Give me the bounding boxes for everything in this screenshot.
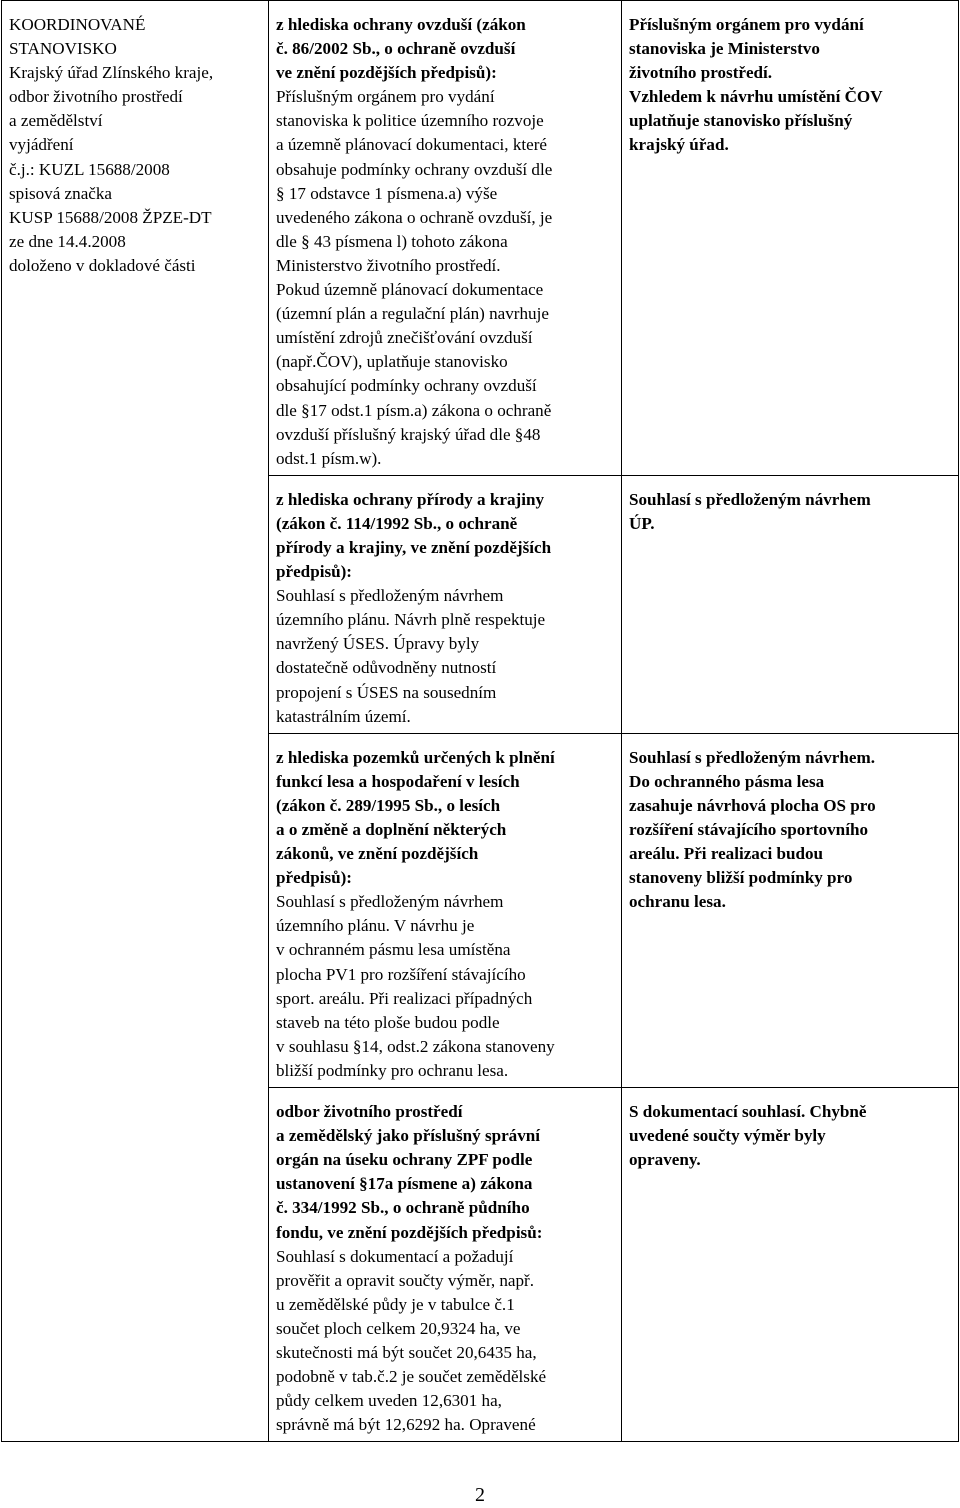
left-line: a zemědělství <box>9 111 103 131</box>
requirement-heading-line: odbor životního prostředí <box>276 1102 463 1122</box>
requirement-body-line: (např.ČOV), uplatňuje stanovisko <box>276 352 508 372</box>
requirement-heading-line: a zemědělský jako příslušný správní <box>276 1126 541 1146</box>
requirement-body-line: podobně v tab.č.2 je součet zemědělské <box>276 1367 547 1387</box>
requirement-body-line: plocha PV1 pro rozšíření stávajícího <box>276 964 526 984</box>
requirement-body-line: dle § 43 písmena l) tohoto zákona <box>276 231 508 251</box>
requirement-body-line: (územní plán a regulační plán) navrhuje <box>276 304 549 324</box>
response-line: krajský úřad. <box>629 135 729 155</box>
requirement-body-line: Příslušným orgánem pro vydání <box>276 87 495 107</box>
left-line: KUSP 15688/2008 ŽPZE-DT <box>9 207 212 227</box>
requirement-body-line: skutečnosti má být součet 20,6435 ha, <box>276 1342 537 1362</box>
left-line: KOORDINOVANÉ <box>9 15 146 34</box>
requirement-heading-line: z hlediska pozemků určených k plnění <box>276 747 555 767</box>
response-line: životního prostředí. <box>629 63 773 83</box>
requirement-body-line: ovzduší příslušný krajský úřad dle §48 <box>276 424 541 444</box>
requirement-heading-line: ve znění pozdějších předpisů): <box>276 63 497 83</box>
requirement-body-line: obsahuje podmínky ochrany ovzduší dle <box>276 159 553 179</box>
requirement-body-line: umístění zdrojů znečišťování ovzduší <box>276 328 533 348</box>
left-line: vyjádření <box>9 135 74 155</box>
left-line: spisová značka <box>9 183 112 203</box>
requirement-body-line: § 17 odstavce 1 písmena.a) výše <box>276 183 498 203</box>
requirement-body-line: správně má být 12,6292 ha. Opravené <box>276 1415 536 1435</box>
response-line: Vzhledem k návrhu umístění ČOV <box>629 87 883 107</box>
requirement-body-line: Souhlasí s předloženým návrhem <box>276 586 504 606</box>
requirement-heading-line: přírody a krajiny, ve znění pozdějších <box>276 537 552 557</box>
table-row-air-protection <box>2 1 959 476</box>
requirement-body-line: územního plánu. Návrh plně respektuje <box>276 610 546 630</box>
left-line: doloženo v dokladové části <box>9 255 196 275</box>
requirement-body-line: odst.1 písm.w). <box>276 448 382 468</box>
requirement-body-line: Souhlasí s dokumentací a požadují <box>276 1246 514 1266</box>
response-line: stanoveny bližší podmínky pro <box>629 868 853 888</box>
requirement-body-line: územního plánu. V návrhu je <box>276 916 475 936</box>
requirement-body-line: součet ploch celkem 20,9324 ha, ve <box>276 1318 521 1338</box>
requirement-heading-line: fondu, ve znění pozdějších předpisů: <box>276 1222 543 1242</box>
requirement-heading-line: a o změně a doplnění některých <box>276 820 507 839</box>
response-line: stanoviska je Ministerstvo <box>629 39 820 59</box>
requirement-body-line: obsahující podmínky ochrany ovzduší <box>276 376 537 396</box>
requirement-heading-line: (zákon č. 289/1995 Sb., o lesích <box>276 795 501 815</box>
response-line: ochranu lesa. <box>629 892 726 912</box>
agricultural-land-requirement-cell <box>269 1088 622 1442</box>
air-protection-requirement-cell <box>269 1 622 476</box>
requirement-heading-line: č. 86/2002 Sb., o ochraně ovzduší <box>276 39 516 59</box>
requirement-heading-line: předpisů): <box>276 562 352 582</box>
requirement-heading-line: zákonů, ve znění pozdějších <box>276 844 479 864</box>
response-line: uplatňuje stanovisko příslušný <box>629 111 853 131</box>
left-line: Krajský úřad Zlínského kraje, <box>9 63 214 83</box>
requirement-heading-line: předpisů): <box>276 868 352 888</box>
nature-protection-requirement-cell <box>269 475 622 733</box>
requirement-body-line: dle §17 odst.1 písm.a) zákona o ochraně <box>276 400 552 420</box>
requirement-body-line: sport. areálu. Při realizaci případných <box>276 988 533 1008</box>
left-line: ze dne 14.4.2008 <box>9 231 126 251</box>
requirement-body-line: v souhlasu §14, odst.2 zákona stanoveny <box>276 1036 555 1056</box>
requirement-body-line: Souhlasí s předloženým návrhem <box>276 892 504 912</box>
requirement-body-line: stanoviska k politice územního rozvoje <box>276 111 544 131</box>
requirement-body-line: v ochranném pásmu lesa umístěna <box>276 940 511 960</box>
requirement-heading-line: z hlediska ochrany přírody a krajiny <box>276 489 544 509</box>
requirement-heading-line: č. 334/1992 Sb., o ochraně půdního <box>276 1198 530 1218</box>
requirement-body-line: propojení s ÚSES na sousedním <box>276 682 497 702</box>
response-line: Souhlasí s předloženým návrhem <box>629 489 871 509</box>
requirement-heading-line: (zákon č. 114/1992 Sb., o ochraně <box>276 513 518 533</box>
coordinated-statement-cell <box>2 1 269 1442</box>
response-line: areálu. Při realizaci budou <box>629 844 824 864</box>
requirement-body-line: Pokud územně plánovací dokumentace <box>276 280 544 300</box>
requirement-body-line: a územně plánovací dokumentaci, které <box>276 135 548 155</box>
requirement-body-line: staveb na této ploše budou podle <box>276 1012 500 1032</box>
requirement-heading-line: funkcí lesa a hospodaření v lesích <box>276 771 520 791</box>
statement-table <box>1 0 959 1442</box>
response-line: Do ochranného pásma lesa <box>629 771 825 791</box>
response-line: Příslušným orgánem pro vydání <box>629 15 864 34</box>
left-line: odbor životního prostředí <box>9 87 183 107</box>
agricultural-land-response-cell <box>622 1088 959 1442</box>
requirement-body-line: prověřit a opravit součty výměr, např. <box>276 1270 535 1290</box>
requirement-body-line: půdy celkem uveden 12,6301 ha, <box>276 1391 502 1411</box>
response-line: zasahuje návrhová plocha OS pro <box>629 795 876 815</box>
requirement-heading-line: ustanovení §17a písmene a) zákona <box>276 1174 533 1194</box>
left-line: STANOVISKO <box>9 39 117 59</box>
nature-protection-response-cell <box>622 475 959 733</box>
requirement-heading-line: orgán na úseku ochrany ZPF podle <box>276 1150 533 1170</box>
response-line: ÚP. <box>629 513 655 533</box>
requirement-body-line: bližší podmínky pro ochranu lesa. <box>276 1060 509 1080</box>
left-line: č.j.: KUZL 15688/2008 <box>9 159 170 179</box>
requirement-body-line: Ministerstvo životního prostředí. <box>276 255 501 275</box>
requirement-body-line: katastrálním území. <box>276 706 411 726</box>
requirement-body-line: uvedeného zákona o ochraně ovzduší, je <box>276 207 553 227</box>
page-number: 2 <box>475 1484 485 1506</box>
response-line: opraveny. <box>629 1150 701 1170</box>
requirement-body-line: navržený ÚSES. Úpravy byly <box>276 634 480 654</box>
air-protection-response-cell <box>622 1 959 476</box>
requirement-body-line: u zemědělské půdy je v tabulce č.1 <box>276 1294 515 1314</box>
requirement-heading-line: z hlediska ochrany ovzduší (zákon <box>276 15 526 34</box>
requirement-body-line: dostatečně odůvodněny nutností <box>276 658 497 678</box>
forest-land-requirement-cell <box>269 733 622 1087</box>
forest-land-response-cell <box>622 733 959 1087</box>
response-line: uvedené součty výměr byly <box>629 1126 826 1146</box>
response-line: S dokumentací souhlasí. Chybně <box>629 1102 867 1122</box>
response-line: rozšíření stávajícího sportovního <box>629 820 868 839</box>
response-line: Souhlasí s předloženým návrhem. <box>629 747 875 767</box>
